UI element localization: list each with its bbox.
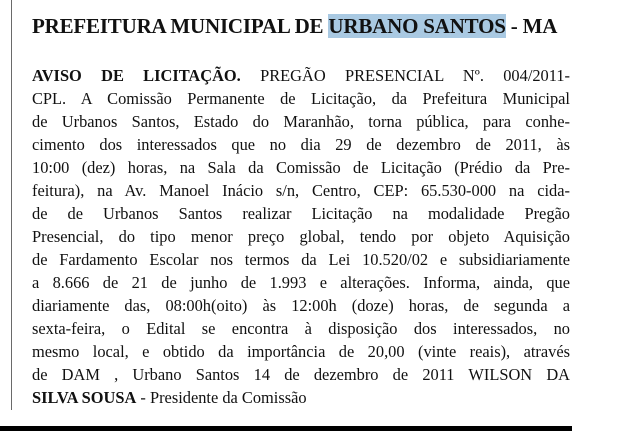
header-prefix: PREFEITURA MUNICIPAL DE — [32, 14, 329, 38]
document-header — [32, 13, 592, 39]
signer-role: - Presidente da Comissão — [136, 388, 307, 407]
notice-line: sexta-feira, o Edital se encontra à disposição dos interessados, no — [32, 319, 570, 338]
notice-lead-title: AVISO DE LICITAÇÃO. — [32, 66, 241, 85]
notice-line: mesmo local, e obtido da importância de 20,00 (vinte reais), através — [32, 342, 570, 361]
notice-line: de de Urbanos Santos realizar Licitação na modalidade Pregão — [32, 204, 570, 223]
header-highlighted-text[interactable]: URBANO SANTOS — [328, 14, 506, 38]
bottom-border-rule — [0, 426, 572, 431]
notice-line: 10:00 (dez) horas, na Sala da Comissão de Licitação (Prédio da Pre- — [32, 158, 570, 177]
notice-line: CPL. A Comissão Permanente de Licitação, da Prefeitura Municipal — [32, 89, 570, 108]
notice-body — [32, 64, 570, 409]
notice-line: feitura), na Av. Manoel Inácio s/n, Centro, CEP: 65.530-000 na cida- — [32, 181, 570, 200]
notice-line: cimento dos interessados que no dia 29 de dezembro de 2011, às — [32, 135, 570, 154]
header-suffix: - MA — [505, 14, 558, 38]
notice-line: de Fardamento Escolar nos termos da Lei 10.520/02 e subsidiariamente — [32, 250, 570, 269]
notice-line: de DAM , Urbano Santos 14 de dezembro de 2011 WILSON DA — [32, 365, 570, 384]
signer-name: SILVA SOUSA — [32, 388, 137, 407]
left-border-rule — [11, 0, 12, 410]
notice-line: Presencial, do tipo menor preço global, tendo por objeto Aquisição — [32, 227, 570, 246]
notice-line: diariamente das, 08:00h(oito) às 12:00h (doze) horas, de segunda a — [32, 296, 570, 315]
notice-signature-line — [32, 386, 570, 409]
notice-line: AVISO DE LICITAÇÃO. PREGÃO PRESENCIAL Nº. 004/2011- — [32, 66, 570, 85]
notice-line: de Urbanos Santos, Estado do Maranhão, torna pública, para conhe- — [32, 112, 570, 131]
notice-line: a 8.666 de 21 de junho de 1.993 e alterações. Informa, ainda, que — [32, 273, 570, 292]
